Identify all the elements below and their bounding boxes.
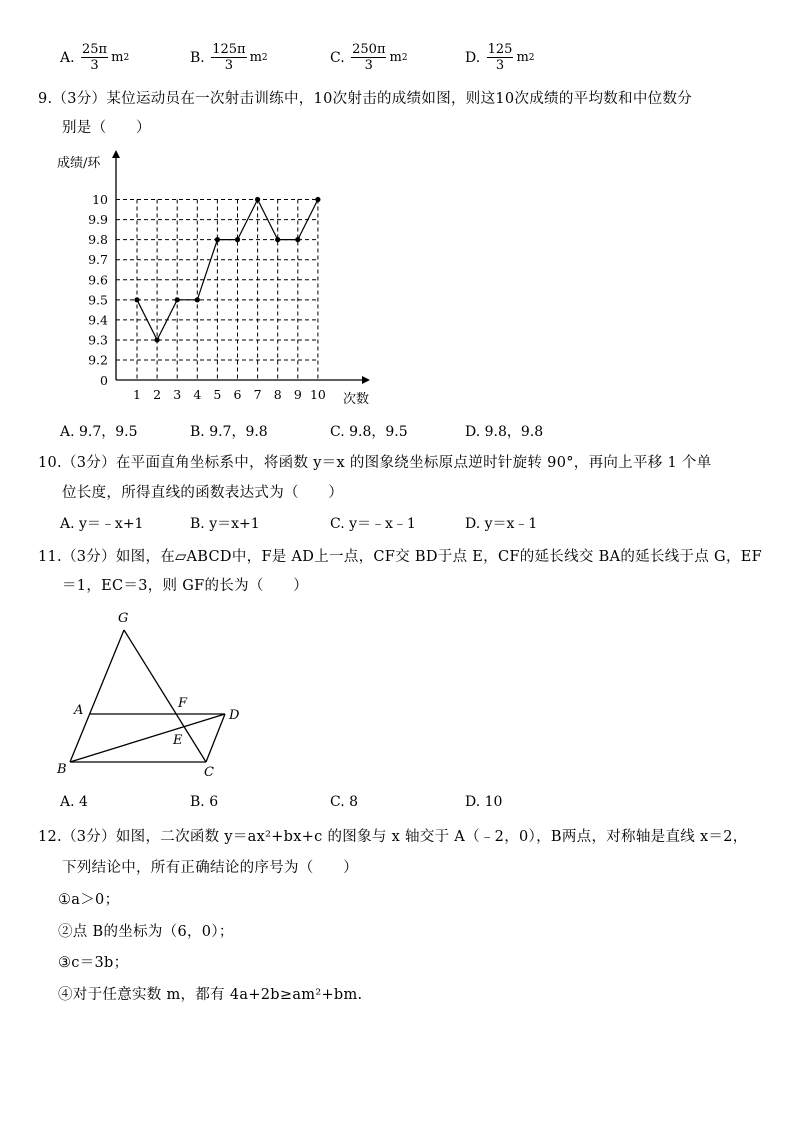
y-tick-label: 9.5 [88,292,108,308]
label-F: F [178,696,188,711]
denominator: 3 [364,58,373,73]
numerator: 125π [212,42,246,57]
series-line [134,197,320,343]
q9-option-b: B. 9.7，9.8 [190,424,268,440]
data-point [275,237,280,242]
x-tick-label: 4 [193,387,202,402]
y-tick-label: 9.2 [88,352,108,368]
label-G: G [118,611,129,626]
data-point [134,297,139,302]
exponent: 2 [528,52,535,63]
q10-option-d: D. y＝x﹣1 [465,516,538,532]
y-tick-label: 9.8 [88,232,108,248]
x-axis-label: 次数 [343,392,370,407]
chart-axes [112,150,370,384]
y-tick-label: 0 [100,373,108,388]
q9-option-d: D. 9.8，9.8 [465,424,544,440]
q10-option-c: C. y＝﹣x﹣1 [330,516,416,532]
q12-stem-line1: 12.（3分）如图，二次函数 y＝ax²+bx+c 的图象与 x 轴交于 A（﹣2，0），B两点，对称轴是直线 x＝2， [38,829,748,845]
data-point [235,237,240,242]
denominator: 3 [495,58,505,73]
exponent: 2 [261,52,268,63]
data-point [255,197,260,202]
q12-statement-4: ④对于任意实数 m，都有 4a+2b≥am²+bm. [58,987,363,1003]
exponent: 2 [401,52,408,63]
y-tick-label: 9.4 [88,312,108,328]
option-letter: D. [465,49,481,66]
option-letter: B. [190,49,205,66]
x-tick-label: 5 [213,387,222,402]
label-D: D [229,708,240,723]
numerator: 125 [487,42,513,57]
y-tick-label: 9.3 [88,332,108,348]
data-point [295,237,300,242]
q9-stem-line1: 9.（3分）某位运动员在一次射击训练中，10次射击的成绩如图，则这10次成绩的平均数和中位数分 [38,91,693,107]
q12-stem-line2: 下列结论中，所有正确结论的序号为（ ） [62,860,358,876]
x-tick-label: 10 [309,387,326,402]
label-C: C [204,765,214,780]
label-A: A [74,703,84,718]
exponent: 2 [123,52,130,63]
data-point [175,297,180,302]
x-axis-arrow [362,376,370,384]
q10-option-b: B. y＝x+1 [190,516,260,532]
x-tick-label: 8 [273,387,282,402]
numerator: 250π [352,42,386,57]
q9-stem-line2: 别是（ ） [62,120,151,136]
y-tick-label: 9.7 [88,252,108,268]
y-tick-label: 9.6 [88,272,108,288]
q9-option-a: A. 9.7，9.5 [60,424,138,440]
x-tick-labels [133,387,326,402]
unit: m [516,50,529,65]
unit: m [111,50,124,65]
y-tick-label: 9.9 [88,212,108,228]
x-tick-label: 6 [233,387,242,402]
q12-statement-1: ①a＞0； [58,892,120,908]
data-point [155,337,160,342]
q11-option-b: B. 6 [190,794,219,810]
label-E: E [173,733,183,748]
q11-option-a: A. 4 [60,794,88,810]
denominator: 3 [224,58,234,73]
q12-statement-3: ③c＝3b； [58,955,129,971]
q12-statement-2: ②点 B的坐标为（6，0）； [58,924,234,940]
q11-option-d: D. 10 [465,794,503,810]
unit: m [389,50,402,65]
x-tick-label: 7 [253,387,262,402]
option-letter: C. [330,49,345,66]
q10-stem-line1: 10.（3分）在平面直角坐标系中，将函数 y＝x 的图象绕坐标原点逆时针旋转 90°，再向上平移 1 个单 [38,455,712,471]
data-point [315,197,320,202]
data-point [215,237,220,242]
option-letter: A. [60,49,75,66]
y-tick-labels [88,192,108,388]
x-tick-label: 1 [133,387,141,402]
chart-grid [116,200,318,380]
q11-stem-line2: ＝1，EC＝3，则 GF的长为（ ） [62,578,309,594]
denominator: 3 [90,58,99,73]
q11-stem-line1: 11.（3分）如图，在▱ABCD中，F是 AD上一点，CF交 BD于点 E，CF的延长线交 BA的延长线于点 G，EF [38,549,762,565]
q10-stem-line2: 位长度，所得直线的函数表达式为（ ） [62,485,344,501]
y-tick-label: 10 [92,192,108,208]
y-axis-arrow [112,150,120,158]
label-B: B [57,762,67,777]
y-axis-label: 成绩/环 [57,156,101,171]
unit: m [249,50,262,65]
q9-option-c: C. 9.8，9.5 [330,424,408,440]
series-polyline [137,200,318,340]
x-tick-label: 2 [153,387,162,402]
q10-option-a: A. y＝﹣x+1 [60,516,144,532]
x-tick-label: 9 [293,387,302,402]
numerator: 25π [82,42,108,57]
data-point [195,297,200,302]
x-tick-label: 3 [173,387,182,402]
q11-option-c: C. 8 [330,794,359,810]
